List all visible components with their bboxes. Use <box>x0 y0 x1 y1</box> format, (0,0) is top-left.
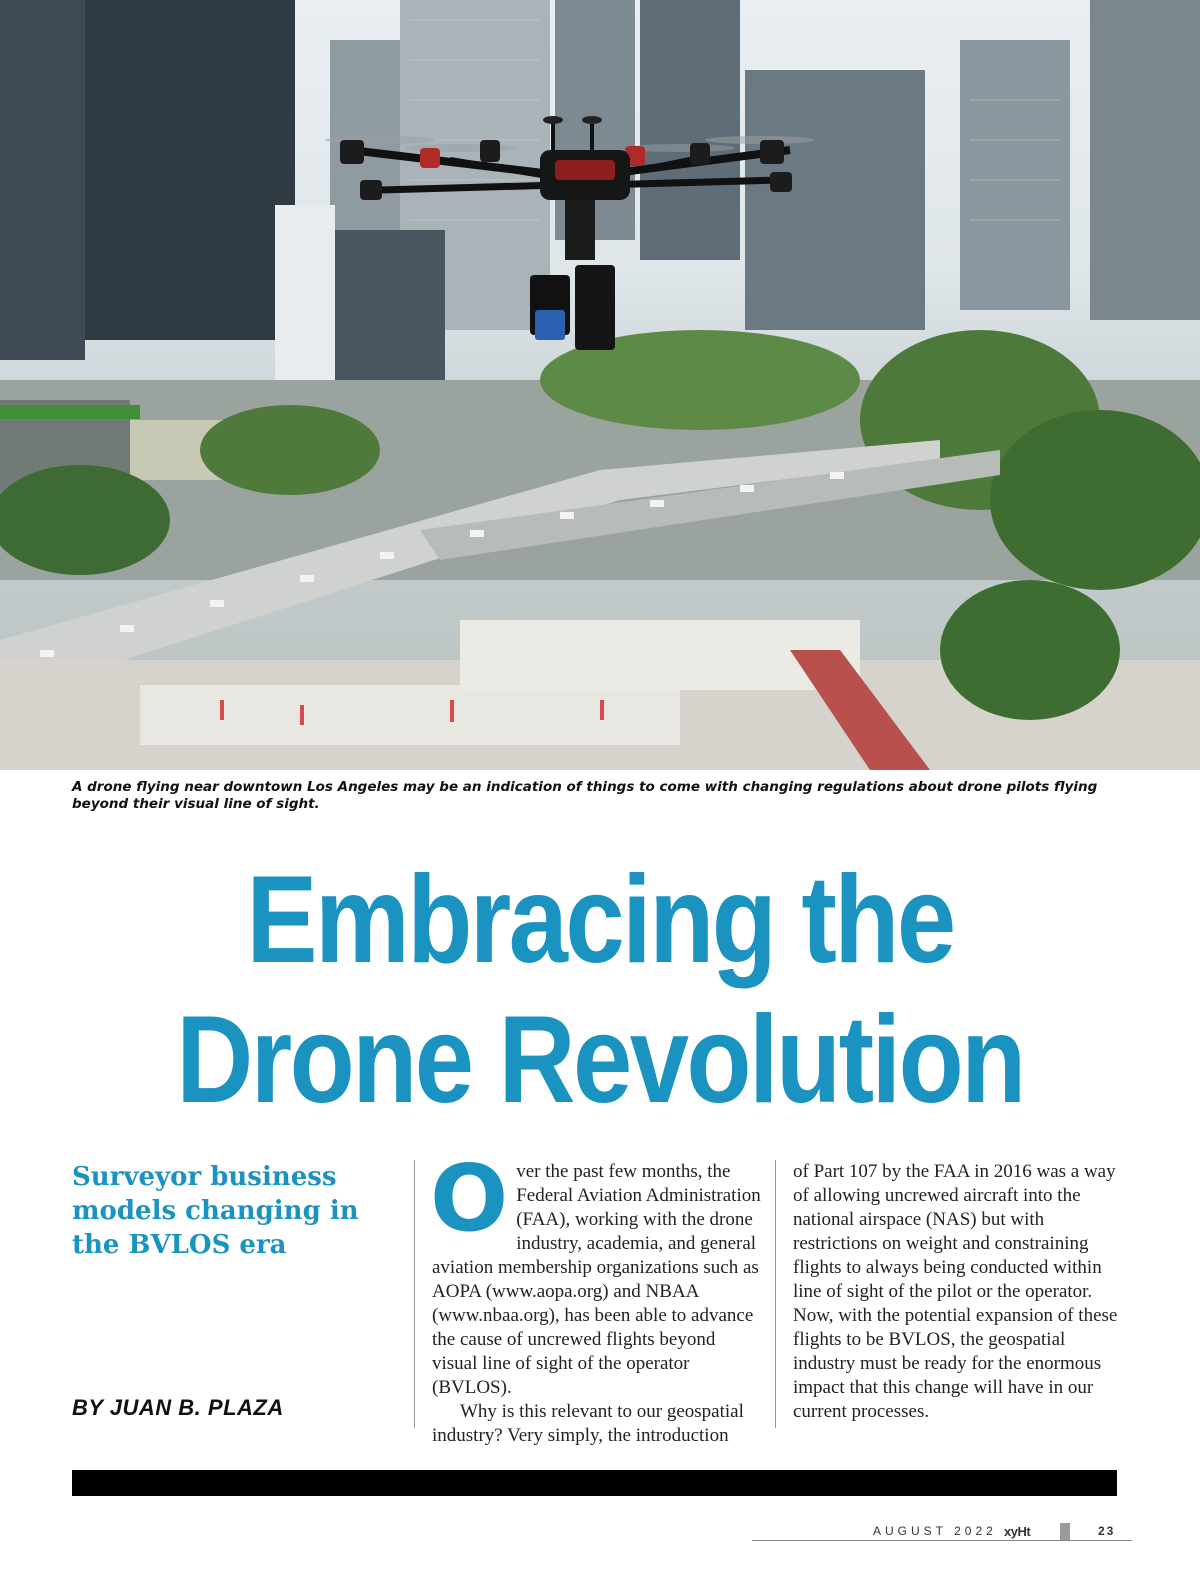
footer-separator-block <box>1060 1523 1070 1540</box>
city-scene-illustration <box>0 0 1200 770</box>
footer-date: AUGUST 2022 <box>873 1524 997 1538</box>
body-paragraph-1-text: ver the past few months, the Federal Aviation Administration (FAA), working with the drone industry, academia, and general aviation membership organizations such as AOPA (www.aopa.org) and NBAA (www.nbaa.org), has been able to advance the cause of uncrewed flights beyond visual line of sight of the operator (BVLOS). <box>432 1161 761 1398</box>
article-deck: Surveyor business models changing in the BVLOS era <box>72 1162 359 1260</box>
drop-cap: O <box>430 1145 509 1252</box>
photo-caption: A drone flying near downtown Los Angeles may be an indication of things to come with changing regulations about drone pilots flying beyond their visual line of sight. <box>72 779 1098 812</box>
footer-brand: xyHt <box>1004 1524 1031 1539</box>
column-divider-1 <box>414 1160 415 1428</box>
footer-rule <box>752 1540 1132 1541</box>
body-column-2 <box>793 1160 1123 1424</box>
article-byline: BY JUAN B. PLAZA <box>72 1395 284 1420</box>
headline-line-2: Drone Revolution <box>176 991 1024 1129</box>
headline-line-1: Embracing the <box>246 851 954 989</box>
page-number: 23 <box>1098 1524 1116 1538</box>
column-divider-2 <box>775 1160 776 1428</box>
body-paragraph-2-start: Why is this relevant to our geospatial industry? Very simply, the introduction <box>432 1401 744 1446</box>
body-column-1 <box>430 1145 762 1448</box>
body-paragraph-1 <box>430 1145 762 1400</box>
hero-photo <box>0 0 1200 770</box>
section-bar <box>72 1470 1117 1496</box>
body-paragraph-2-continued: of Part 107 by the FAA in 2016 was a way of allowing uncrewed aircraft into the national airspace (NAS) but with restrictions on weight and constraining flights to always being conducted within line of sight of the pilot or the operator. Now, with the potential expansion of these flights to be BVLOS, the geospatial industry must be ready for the enormous impact that this change will have in our current processes. <box>793 1161 1118 1422</box>
article-headline <box>84 850 1116 1130</box>
